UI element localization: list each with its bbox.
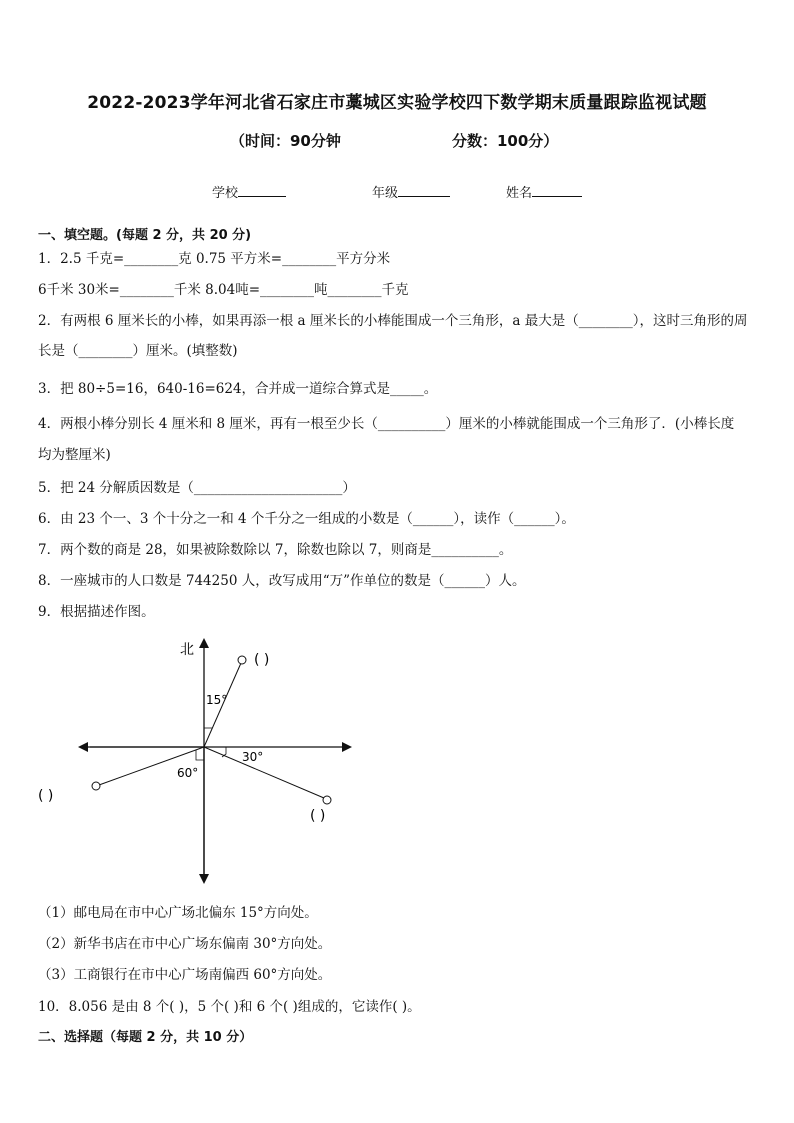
question-4b: 均为整厘米): [38, 447, 111, 463]
bookstore-point: [323, 796, 331, 804]
question-1a: 1．2.5 千克=________克 0.75 平方米=________平方分米: [38, 251, 391, 267]
question-9-1: （1）邮电局在市中心广场北偏东 15°方向处。: [38, 905, 318, 921]
angle-60-label: 60°: [177, 766, 199, 780]
question-3: 3．把 80÷5=16，640-16=624，合并成一道综合算式是_____。: [38, 381, 438, 397]
question-9-2: （2）新华书店在市中心广场东偏南 30°方向处。: [38, 936, 332, 952]
name-field: [506, 182, 582, 201]
grade-label: 年级: [372, 186, 399, 201]
post-office-point: [238, 656, 246, 664]
section2-heading: 二、选择题（每题 2 分，共 10 分）: [38, 1030, 253, 1045]
ray-bookstore: [204, 747, 324, 798]
angle-15-label: 15°: [206, 693, 228, 707]
north-label: 北: [180, 642, 194, 658]
section1-heading: 一、填空题。(每题 2 分，共 20 分): [38, 228, 252, 243]
grade-blank: [398, 183, 450, 197]
bank-answer: ( ): [38, 788, 54, 804]
question-6: 6．由 23 个一、3 个十分之一和 4 个千分之一组成的小数是（______），读作（______）。: [38, 511, 575, 527]
school-blank: [238, 183, 286, 197]
bookstore-answer: ( ): [310, 808, 326, 824]
question-7: 7．两个数的商是 28，如果被除数除以 7，除数也除以 7，则商是__________。: [38, 542, 513, 558]
question-9: 9．根据描述作图。: [38, 604, 155, 620]
direction-diagram: [30, 630, 370, 892]
score-info: 分数：100分）: [452, 132, 559, 150]
school-field: [212, 182, 286, 201]
question-9-3: （3）工商银行在市中心广场南偏西 60°方向处。: [38, 967, 332, 983]
question-2b: 长是（________）厘米。(填整数): [38, 343, 238, 359]
question-5: 5．把 24 分解质因数是（______________________）: [38, 480, 356, 496]
time-info: （时间：90分钟: [230, 132, 341, 150]
angle-mark-60: [196, 750, 204, 760]
question-1b: 6千米 30米=________千米 8.04吨=________吨________千克: [38, 282, 409, 298]
page-title: 2022-2023学年河北省石家庄市藁城区实验学校四下数学期末质量跟踪监视试题: [87, 93, 707, 113]
angle-mark-30: [222, 747, 226, 757]
question-10: 10．8.056 是由 8 个( )，5 个( )和 6 个( )组成的，它读作( )。: [38, 999, 421, 1015]
question-4a: 4．两根小棒分别长 4 厘米和 8 厘米，再有一根至少长（__________）厘米的小棒就能围成一个三角形了．(小棒长度: [38, 416, 735, 432]
grade-field: [372, 182, 450, 201]
question-8: 8．一座城市的人口数是 744250 人，改写成用“万”作单位的数是（______）人。: [38, 573, 526, 589]
angle-30-label: 30°: [242, 750, 264, 764]
question-2a: 2．有两根 6 厘米长的小棒，如果再添一根 a 厘米长的小棒能围成一个三角形，a 最大是（________），这时三角形的周: [38, 313, 748, 329]
name-label: 姓名: [506, 186, 533, 201]
name-blank: [532, 183, 582, 197]
post-office-answer: ( ): [254, 652, 270, 668]
bank-point: [92, 782, 100, 790]
school-label: 学校: [212, 186, 239, 201]
